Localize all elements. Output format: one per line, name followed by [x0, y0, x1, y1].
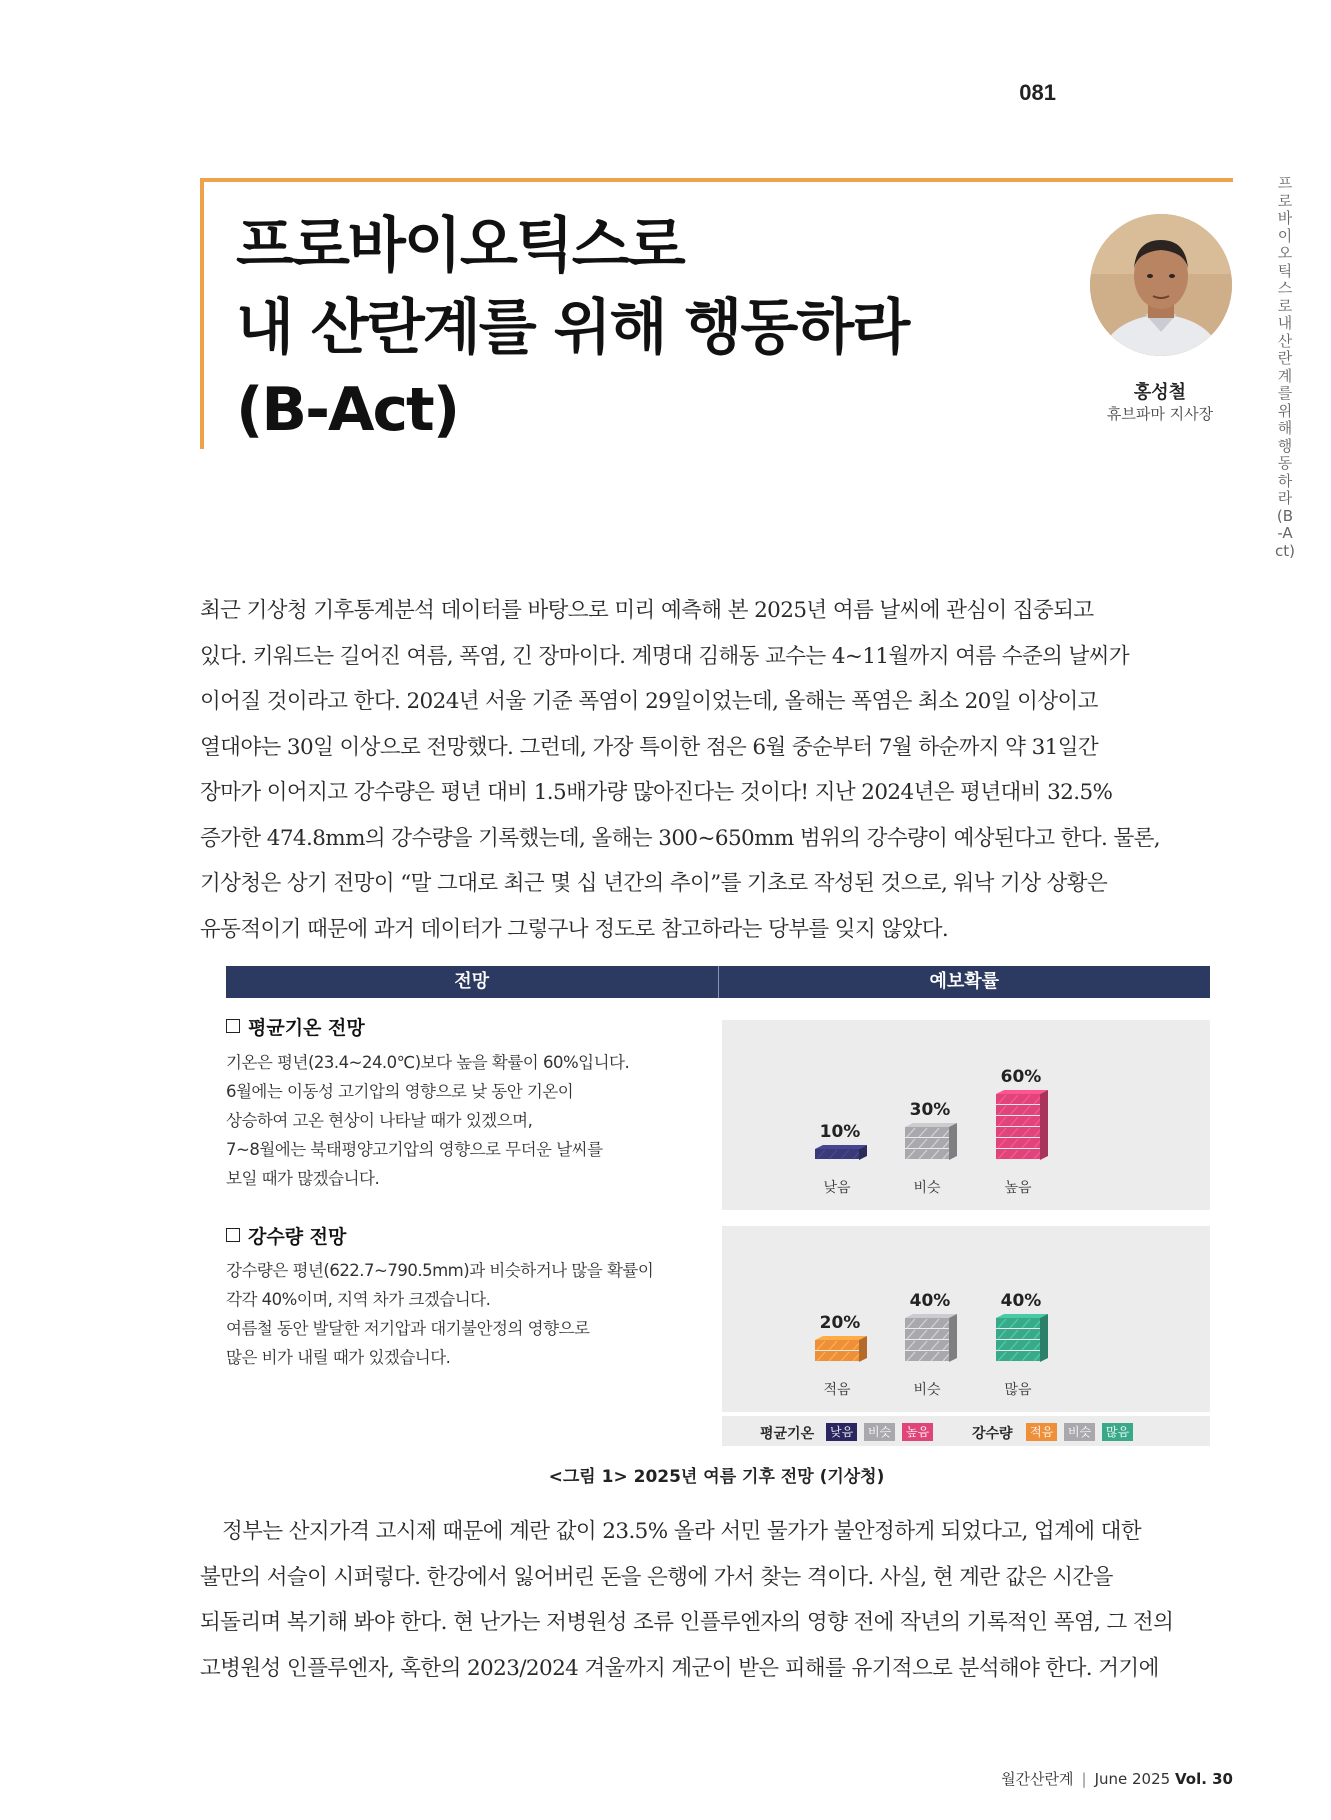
category-label: 낮음: [823, 1180, 851, 1196]
paragraph-line: 유동적이기 때문에 과거 데이터가 그렇구나 정도로 참고하라는 당부를 잊지 않았다.: [200, 916, 949, 942]
temp-section-title: [226, 1013, 365, 1040]
text-line: 7~8월에는 북태평양고기압의 영향으로 무더운 날씨를: [226, 1140, 603, 1159]
bar-side-face: [949, 1314, 957, 1362]
figure-header-right: 예보확률: [929, 971, 1000, 992]
category-label: 비슷: [913, 1180, 941, 1196]
bar-top-face: [905, 1123, 957, 1127]
data-label: 10%: [819, 1122, 861, 1142]
chart-bar: [815, 1145, 867, 1160]
figure-header-left: 전망: [226, 966, 719, 998]
title-left-rule: [200, 178, 204, 449]
data-label: 40%: [1000, 1291, 1042, 1311]
title-line: (B-Act): [236, 375, 459, 445]
paragraph-line: 정부는 산지가격 고시제 때문에 계란 값이 23.5% 올라 서민 물가가 불안정하게 되었다고, 업계에 대한: [222, 1519, 1142, 1544]
title-line: 프로바이오틱스로: [236, 211, 684, 281]
rain-section-title: [226, 1222, 346, 1249]
paragraph-line: 이어질 것이라고 한다. 2024년 서울 기준 폭염이 29일이었는데, 올해는 폭염은 최소 20일 이상이고: [200, 689, 1098, 714]
text-line: 여름철 동안 발달한 저기압과 대기불안정의 영향으로: [226, 1319, 590, 1338]
text-line: 많은 비가 내릴 때가 있겠습니다.: [226, 1348, 451, 1367]
chart-bar: [905, 1123, 957, 1160]
temp-probability-chart: [722, 1020, 1210, 1210]
body-paragraph-1: [200, 588, 1233, 952]
legend-rain-high: 많음: [1102, 1423, 1133, 1441]
article-title: [236, 205, 908, 451]
legend-rain-label: 강수량: [972, 1426, 1013, 1442]
page-number: 081: [1019, 80, 1056, 105]
rain-probability-chart: [722, 1226, 1210, 1412]
legend-temp-label: 평균기온: [760, 1426, 815, 1442]
data-label: 40%: [909, 1291, 951, 1311]
footer-volume: Vol. 30: [1174, 1770, 1233, 1788]
bar-side-face: [949, 1123, 957, 1160]
bar-side-face: [859, 1336, 867, 1362]
legend-rain-normal: 비슷: [1064, 1423, 1095, 1441]
legend-temp-normal: 비슷: [864, 1423, 895, 1441]
footer-issue: June 2025: [1094, 1770, 1171, 1788]
category-label: 비슷: [913, 1382, 941, 1398]
temp-section-label: 평균기온 전망: [248, 1017, 365, 1039]
temp-section-text: [226, 1048, 706, 1193]
chart-bar: [905, 1314, 957, 1362]
chart-bar: [996, 1314, 1048, 1362]
paragraph-line: 최근 기상청 기후통계분석 데이터를 바탕으로 미리 예측해 본 2025년 여름 날씨에 관심이 집중되고: [200, 598, 1094, 623]
rain-section-label: 강수량 전망: [248, 1226, 347, 1248]
text-line: 상승하여 고온 현상이 나타날 때가 있겠으며,: [226, 1111, 533, 1130]
text-line: 기온은 평년(23.4~24.0℃)보다 높을 확률이 60%입니다.: [226, 1053, 630, 1072]
paragraph-line: 증가한 474.8mm의 강수량을 기록했는데, 올해는 300~650mm 범위의 강수량이 예상된다고 한다. 물론,: [200, 825, 1161, 851]
bar-top-face: [815, 1336, 867, 1340]
title-top-rule: [200, 178, 1233, 182]
temp-chart-panel: [722, 1020, 1210, 1210]
bar-top-face: [905, 1314, 957, 1318]
checkbox-square-icon: [226, 1228, 240, 1242]
page-footer: [1001, 1768, 1233, 1789]
paragraph-line: 장마가 이어지고 강수량은 평년 대비 1.5배가량 많아진다는 것이다! 지난 2024년은 평년대비 32.5%: [200, 780, 1113, 805]
paragraph-line: 기상청은 상기 전망이 “말 그대로 최근 몇 십 년간의 추이”를 기초로 작성된 것으로, 워낙 기상 상황은: [200, 871, 1108, 896]
bar-top-face: [815, 1145, 867, 1149]
footer-magazine: 월간산란계: [1001, 1770, 1074, 1788]
figure-header: [226, 966, 1210, 998]
rain-chart-panel: [722, 1226, 1210, 1412]
paragraph-line: 고병원성 인플루엔자, 혹한의 2023/2024 겨울까지 계군이 받은 피해를 유기적으로 분석해야 한다. 거기에: [200, 1655, 1159, 1681]
bar-side-face: [1040, 1314, 1048, 1362]
body-paragraph-2: [200, 1509, 1233, 1691]
category-label: 적음: [823, 1382, 851, 1398]
legend-rain-low: 적음: [1026, 1423, 1057, 1441]
category-label: 높음: [1004, 1180, 1032, 1196]
bar-top-face: [996, 1314, 1048, 1318]
bar-side-face: [1040, 1090, 1048, 1160]
chart-bar: [815, 1336, 867, 1362]
category-label: 많음: [1004, 1382, 1032, 1398]
legend-temp-high: 높음: [902, 1423, 933, 1441]
legend-temp-low: 낮음: [826, 1423, 857, 1441]
data-label: 20%: [819, 1313, 861, 1333]
text-line: 각각 40%이며, 지역 차가 크겠습니다.: [226, 1290, 491, 1309]
author-photo: [1090, 214, 1232, 356]
text-line: 6월에는 이동성 고기압의 영향으로 낮 동안 기온이: [226, 1082, 574, 1101]
text-line: 강수량은 평년(622.7~790.5mm)과 비슷하거나 많을 확률이: [226, 1261, 654, 1280]
figure-legend: [722, 1416, 1210, 1446]
bar-top-face: [996, 1090, 1048, 1094]
paragraph-line: 열대야는 30일 이상으로 전망했다. 그런데, 가장 특이한 점은 6월 중순부터 7월 하순까지 약 31일간: [200, 734, 1099, 760]
paragraph-line: 되돌리며 복기해 봐야 한다. 현 난가는 저병원성 조류 인플루엔자의 영향 전에 작년의 기록적인 폭염, 그 전의: [200, 1610, 1174, 1635]
paragraph-line: 불만의 서슬이 시퍼렇다. 한강에서 잃어버린 돈을 은행에 가서 찾는 격이다. 사실, 현 계란 값은 시간을: [200, 1564, 1113, 1590]
paragraph-line: 있다. 키워드는 길어진 여름, 폭염, 긴 장마이다. 계명대 김해동 교수는 4~11월까지 여름 수준의 날씨가: [200, 643, 1130, 669]
data-label: 60%: [1000, 1067, 1042, 1087]
chart-bar: [996, 1090, 1048, 1160]
text-line: 보일 때가 많겠습니다.: [226, 1169, 380, 1188]
checkbox-square-icon: [226, 1019, 240, 1033]
footer-separator: |: [1081, 1770, 1087, 1788]
rain-section-text: [226, 1256, 706, 1372]
side-running-title: 프로바이오틱스로 내 산란계를 위해 행동하라 (B-Act): [1275, 174, 1295, 560]
author-title: 휴브파마 지사장: [1106, 405, 1214, 423]
author-name: 홍성철: [1133, 382, 1187, 403]
data-label: 30%: [909, 1100, 951, 1120]
title-line: 내 산란계를 위해 행동하라: [236, 293, 909, 363]
figure-caption: <그림 1> 2025년 여름 기후 전망 (기상청): [548, 1467, 885, 1487]
